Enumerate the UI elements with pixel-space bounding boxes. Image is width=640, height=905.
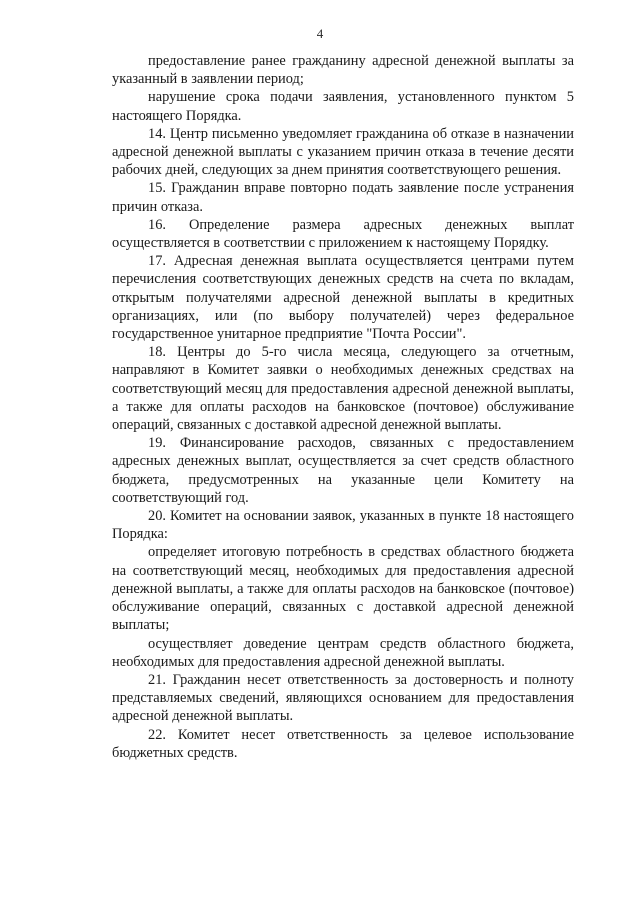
paragraph-reason-previous-payment: предоставление ранее гражданину адресной денежной выплаты за указанный в заявлении период; xyxy=(112,53,574,88)
paragraph-14-refusal-notice: 14. Центр письменно уведомляет гражданина об отказе в назначении адресной денежной выплаты с указанием причин отказа в течение десяти рабочих дней, следующих за днем принятия соответствующего решения. xyxy=(112,125,574,179)
paragraph-22-committee-responsibility: 22. Комитет несет ответственность за целевое использование бюджетных средств. xyxy=(112,726,574,761)
paragraph-16-payment-amount: 16. Определение размера адресных денежных выплат осуществляется в соответствии с приложением к настоящему Порядку. xyxy=(112,216,574,252)
paragraph-20-committee-actions: 20. Комитет на основании заявок, указанных в пункте 18 настоящего Порядка: xyxy=(112,508,574,543)
paragraph-17-payment-method: 17. Адресная денежная выплата осуществляется центрами путем перечисления соответствующих денежных средств на счета по вкладам, открытым получателями адресной денежной выплаты в кредитных организациях, или (по выбору получателей) через федеральное государственное унитарное предприятие "Почта России". xyxy=(112,253,574,343)
document-body xyxy=(112,52,574,762)
paragraph-19-financing: 19. Финансирование расходов, связанных с предоставлением адресных денежных выплат, осуществляется за счет средств областного бюджета, предусмотренных на указанные цели Комитету на соответствующий год. xyxy=(112,435,574,506)
paragraph-reason-deadline-violation: нарушение срока подачи заявления, установленного пунктом 5 настоящего Порядка. xyxy=(112,89,574,124)
paragraph-20-transfer-funds: осуществляет доведение центрам средств областного бюджета, необходимых для предоставления адресной денежной выплаты. xyxy=(112,635,574,670)
paragraph-18-funding-requests: 18. Центры до 5-го числа месяца, следующего за отчетным, направляют в Комитет заявки о необходимых денежных средствах на соответствующий месяц для предоставления адресной денежной выплаты, а также для оплаты расходов на банковское (почтовое) обслуживание операций, связанных с доставкой адресной денежной выплаты. xyxy=(112,344,574,434)
page-number: 4 xyxy=(316,26,324,41)
paragraph-21-citizen-responsibility: 21. Гражданин несет ответственность за достоверность и полноту представляемых сведений, являющихся основанием для предоставления адресной денежной выплаты. xyxy=(112,671,574,725)
paragraph-15-reapplication: 15. Гражданин вправе повторно подать заявление после устранения причин отказа. xyxy=(112,180,574,215)
paragraph-20-determine-needs: определяет итоговую потребность в средствах областного бюджета на соответствующий месяц, необходимых для предоставления адресной денежной выплаты, а также для оплаты расходов на банковское (почтовое) обслуживание операций, связанных с доставкой адресной денежной выплаты; xyxy=(112,544,574,634)
